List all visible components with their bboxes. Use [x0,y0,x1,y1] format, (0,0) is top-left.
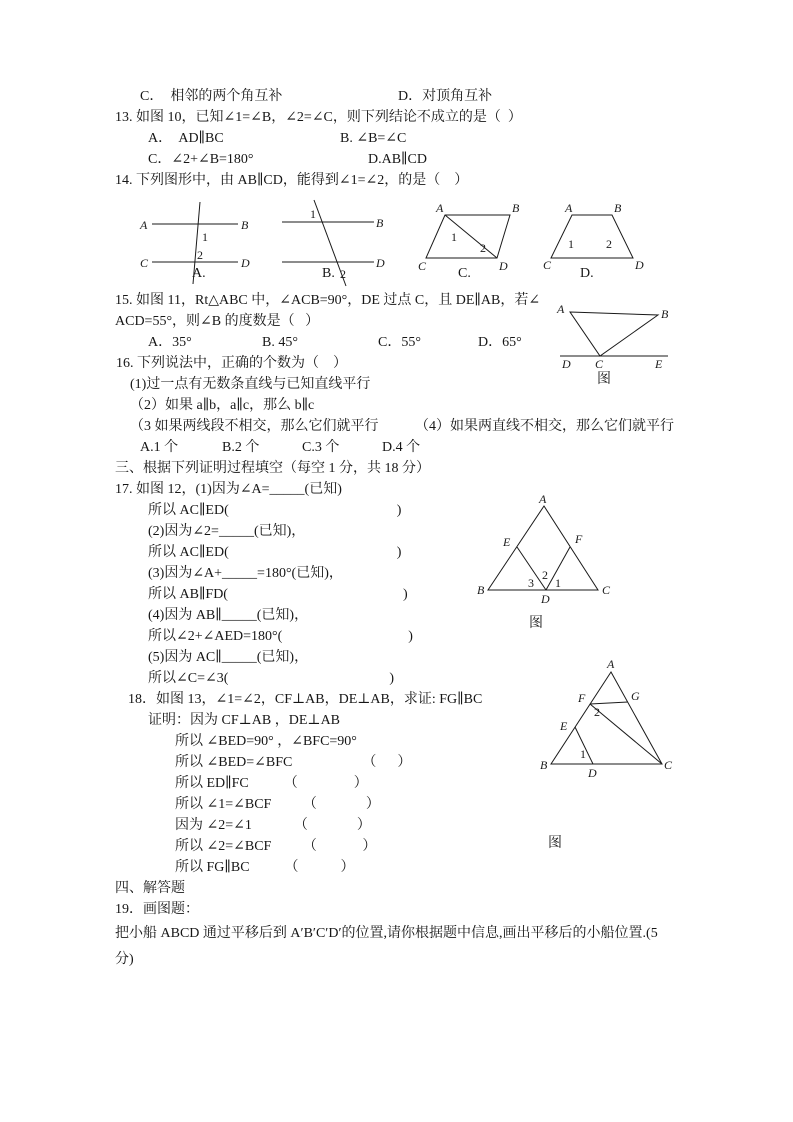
point-label-b: B [477,583,485,597]
figure-11-caption: 图 [597,372,611,387]
point-label-d: D [588,766,597,780]
q17-line-7: (4)因为 AB∥_____(已知)， [148,608,309,623]
point-label-d: D [562,357,571,370]
point-label-c: C [664,758,673,772]
segment-fc [590,704,662,764]
q17-line-8: 所以∠2+∠AED=180°( ) [148,629,413,644]
angle-label-2: 2 [542,568,548,582]
q16-item-4: （4）如果两直线不相交，那么它们就平行 [415,419,674,434]
q18-proof-1: 证明：因为 CF⊥AB ，DE⊥AB [148,713,341,728]
q16-stem: 16. 下列说法中，正确的个数为（ ） [116,356,347,371]
point-label-f: F [575,532,583,546]
q18-proof-7: 所以 ∠2=∠BCF （ ） [175,839,377,854]
point-label-b: B [614,201,622,215]
angle-label-1: 1 [555,576,561,590]
q16-item-2: （2）如果 a∥b，a∥c，那么 b∥c [130,398,315,413]
point-label-d: D [376,256,385,270]
point-label-c: C [543,258,552,272]
angle-label-1: 1 [580,747,586,761]
figure-option-c [418,196,530,280]
angle-label-2: 2 [340,267,346,281]
trapezoid-outline [551,215,633,258]
q18-proof-2: 所以 ∠BED=90° ，∠BFC=90° [175,734,357,749]
q15-stem-line1: 15. 如图 11，Rt△ABC 中，∠ACB=90°，DE 过点 C，且 DE∥AB，若∠ [115,293,541,308]
point-label-b: B [540,758,548,772]
segment-fg [590,702,628,704]
angle-label-1: 1 [310,207,316,221]
q16-option-d: D.4 个 [382,440,421,455]
point-label-a: A [140,218,148,232]
q16-item-1: (1)过一点有无数条直线与已知直线平行 [130,377,371,392]
figure-13-caption: 图 [548,836,562,851]
point-label-c: C [602,583,611,597]
angle-label-1: 1 [568,237,574,251]
figure-12-caption: 图 [529,616,543,631]
q12-option-c: C． 相邻的两个角互补 [140,89,283,104]
point-label-c: C [595,357,604,370]
point-label-a: A [557,302,565,316]
angle-label-2: 2 [606,237,612,251]
section-four-header: 四、解答题 [115,881,185,896]
point-label-a: A [539,492,547,506]
q13-option-a: A． AD∥BC [148,131,224,146]
q17-line-9: (5)因为 AC∥_____(已知)， [148,650,309,665]
figure-option-b [276,196,394,288]
q17-line-6: 所以 AB∥FD( ) [148,587,408,602]
angle-label-2: 2 [197,248,203,262]
triangle-abc [570,312,658,356]
point-label-c: C [418,259,427,273]
q17-line-2: 所以 AC∥ED( ) [148,503,402,518]
q17-line-1: 17. 如图 12，(1)因为∠A=_____(已知) [115,482,342,497]
q17-line-10: 所以∠C=∠3( ) [148,671,395,686]
point-label-a: A [565,201,573,215]
angle-label-2: 2 [594,705,600,719]
point-label-f: F [578,691,586,705]
q17-line-5: (3)因为∠A+_____=180°(已知)， [148,566,343,581]
point-label-g: G [631,689,640,703]
point-label-b: B [376,216,384,230]
q15-option-c: C．55° [378,335,421,350]
angle-label-1: 1 [451,230,457,244]
q18-stem: 18．如图 13，∠1=∠2，CF⊥AB，DE⊥AB，求证: FG∥BC [128,692,483,707]
point-label-d: D [541,592,550,606]
point-label-b: B [241,218,249,232]
q18-proof-6: 因为 ∠2=∠1 （ ） [175,818,371,833]
q16-option-a: A.1 个 [140,440,179,455]
q13-option-d: D.AB∥CD [368,152,427,167]
point-label-e: E [655,357,663,370]
angle-label-3: 3 [528,576,534,590]
q15-option-d: D．65° [478,335,522,350]
q14-stem: 14. 下列图形中，由 AB∥CD，能得到∠1=∠2，的是（ ） [115,173,469,188]
figure-12-triangle [476,490,616,612]
q19-body-line2: 分) [115,952,134,967]
angle-label-1: 1 [202,230,208,244]
figure-13-triangle [538,656,673,782]
point-label-a: A [607,657,615,671]
point-label-b: B [661,307,669,321]
q16-option-b: B.2 个 [222,440,260,455]
point-label-e: E [503,535,511,549]
figure-caption-c: C. [458,266,471,281]
q19-body-line1: 把小船 ABCD 通过平移后到 A′B′C′D′的位置,请你根据题中信息,画出平移后的小船位置.(5 [115,926,658,941]
q13-stem: 13. 如图 10，已知∠1=∠B，∠2=∠C，则下列结论不成立的是（ ） [115,110,522,125]
q15-option-b: B. 45° [262,335,298,350]
angle-label-2: 2 [480,241,486,255]
q12-option-d: D．对顶角互补 [398,89,493,104]
figure-option-d [543,196,645,280]
section-three-header: 三、根据下列证明过程填空（每空 1 分，共 18 分） [115,461,430,476]
q17-line-3: (2)因为∠2=_____(已知)， [148,524,306,539]
parallelogram-outline [426,215,510,258]
figure-caption-a: A. [192,266,206,281]
q19-title: 19．画图题： [115,902,199,917]
q15-stem-line2: ACD=55°，则∠B 的度数是（ ） [115,314,320,329]
q16-item-3: （3 如果两线段不相交，那么它们就平行 [130,419,379,434]
q13-option-c: C．∠2+∠B=180° [148,152,254,167]
figure-caption-b: B. [322,266,335,281]
q18-proof-3: 所以 ∠BED=∠BFC （ ） [175,755,412,770]
point-label-c: C [140,256,149,270]
q18-proof-5: 所以 ∠1=∠BCF （ ） [175,797,380,812]
q13-option-b: B. ∠B=∠C [340,131,407,146]
point-label-d: D [499,259,508,273]
q17-line-4: 所以 AC∥ED( ) [148,545,402,560]
figure-caption-d: D. [580,266,594,281]
point-label-d: D [635,258,644,272]
figure-11-right-triangle [556,298,674,370]
point-label-d: D [241,256,250,270]
point-label-b: B [512,201,520,215]
q15-option-a: A．35° [148,335,192,350]
point-label-e: E [560,719,568,733]
q18-proof-4: 所以 ED∥FC （ ） [175,776,368,791]
point-label-a: A [436,201,444,215]
q16-option-c: C.3 个 [302,440,340,455]
q18-proof-8: 所以 FG∥BC （ ） [175,860,355,875]
